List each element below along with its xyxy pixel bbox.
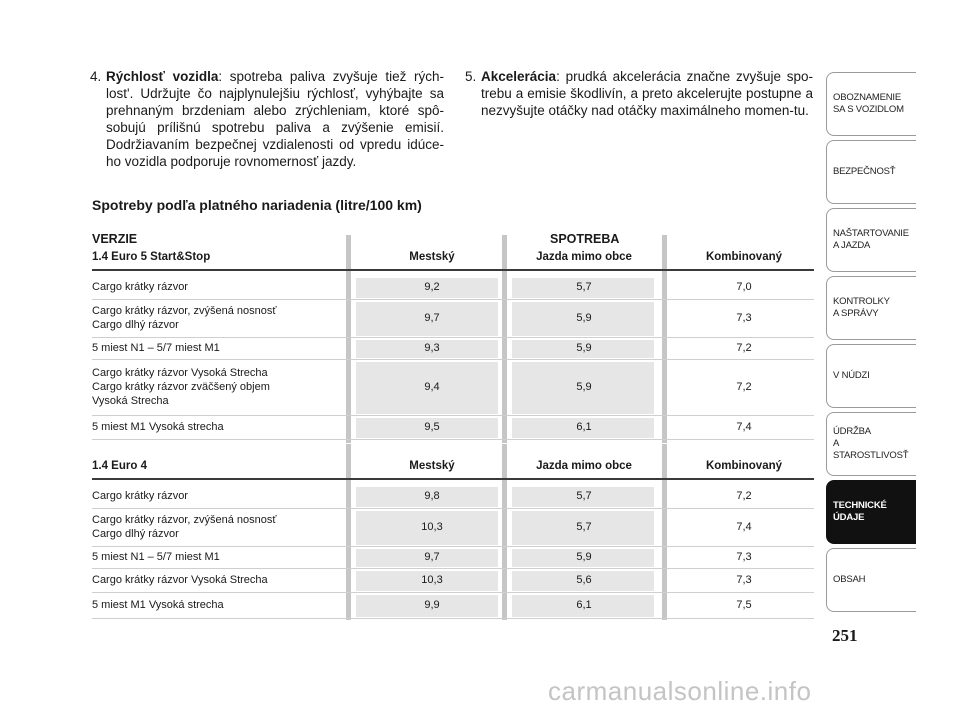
column-header: Mestský xyxy=(409,251,455,263)
consumption-value: 9,4 xyxy=(424,381,440,393)
row-label: 5 miest N1 – 5/7 miest M1 xyxy=(92,342,220,354)
sidebar-tab-label: OBSAH xyxy=(833,574,866,585)
table-row xyxy=(92,339,814,361)
paragraph-speed xyxy=(90,68,444,170)
table-row xyxy=(92,361,814,417)
column-header: Jazda mimo obce xyxy=(536,251,632,263)
consumption-heading: Spotreby podľa platného nariadenia (litre/100 km) xyxy=(92,197,422,213)
sidebar-tab[interactable] xyxy=(826,412,916,476)
consumption-value: 7,2 xyxy=(736,342,752,354)
sidebar-tab[interactable] xyxy=(826,344,916,408)
sidebar-tab-label: ÚDRŽBA A STAROSTLIVOSŤ xyxy=(833,426,909,461)
consumption-value: 7,4 xyxy=(736,421,752,433)
section-header xyxy=(92,251,814,269)
paragraph-number: 4. xyxy=(90,69,102,84)
column-header: Jazda mimo obce xyxy=(536,460,632,472)
row-label: 5 miest N1 – 5/7 miest M1 xyxy=(92,551,220,563)
header-rule xyxy=(92,478,814,480)
sidebar-tab[interactable] xyxy=(826,548,916,612)
column-header: Mestský xyxy=(409,460,455,472)
row-divider xyxy=(92,337,814,338)
row-label: Cargo krátky rázvor Vysoká Strecha Cargo krátky rázvor zväčšený objem Vysoká Strecha xyxy=(92,367,270,407)
sidebar-tab-label: V NÚDZI xyxy=(833,370,870,381)
row-divider xyxy=(92,359,814,360)
consumption-value: 5,7 xyxy=(576,490,592,502)
consumption-value: 5,9 xyxy=(576,312,592,324)
consumption-value: 5,9 xyxy=(576,381,592,393)
sidebar-tab-label: KONTROLKY A SPRÁVY xyxy=(833,296,890,319)
consumption-value: 9,7 xyxy=(424,551,440,563)
row-divider xyxy=(92,592,814,593)
sidebar-tab-label: NAŠTARTOVANIE A JAZDA xyxy=(833,228,909,251)
column-header: Kombinovaný xyxy=(705,251,783,263)
consumption-value: 7,2 xyxy=(736,381,752,393)
watermark: carmanualsonline.info xyxy=(548,676,812,706)
row-label: 5 miest M1 Vysoká strecha xyxy=(92,421,224,433)
sidebar-tab[interactable] xyxy=(826,480,916,544)
row-divider xyxy=(92,439,814,440)
consumption-value: 5,9 xyxy=(576,342,592,354)
sidebar-tab[interactable] xyxy=(826,276,916,340)
consumption-value: 7,5 xyxy=(736,599,752,611)
consumption-value: 10,3 xyxy=(421,574,443,586)
versions-header: VERZIE xyxy=(92,232,138,246)
consumption-value: 5,9 xyxy=(576,551,592,563)
consumption-value: 10,3 xyxy=(421,521,443,533)
sidebar-tab[interactable] xyxy=(826,208,916,272)
consumption-value: 5,7 xyxy=(576,521,592,533)
consumption-value: 9,9 xyxy=(424,599,440,611)
table-row xyxy=(92,594,814,620)
consumption-value: 9,3 xyxy=(424,342,440,354)
row-divider xyxy=(92,568,814,569)
sidebar-tab[interactable] xyxy=(826,72,916,136)
consumption-value: 6,1 xyxy=(576,599,592,611)
row-label: 5 miest M1 Vysoká strecha xyxy=(92,599,224,611)
sidebar-tab-label: TECHNICKÉ ÚDAJE xyxy=(833,500,887,523)
consumption-value: 7,3 xyxy=(736,312,752,324)
row-label: Cargo krátky rázvor Vysoká Strecha xyxy=(92,574,268,586)
consumption-value: 7,3 xyxy=(736,551,752,563)
row-label: Cargo krátky rázvor xyxy=(92,281,188,293)
consumption-value: 5,7 xyxy=(576,281,592,293)
paragraph-text: : prudká akcelerácia značne zvyšuje spo-trebu a emisie škodlivín, a preto akcelerujte postupne a nezvyšujte otáčky nad otáčky maximálneho momen-tu. xyxy=(481,69,813,118)
paragraph-term: Rýchlosť vozidla xyxy=(106,69,219,84)
consumption-value: 7,0 xyxy=(736,281,752,293)
row-label: Cargo krátky rázvor, zvýšená nosnosť Cargo dlhý rázvor xyxy=(92,305,277,331)
paragraph-acceleration xyxy=(465,68,813,119)
paragraph-text: : spotreba paliva zvyšuje tiež rých-lost'. Udržujte čo najplynulejšiu rýchlosť, vyhýbajte sa prehnaným brzdeniam alebo zrýchleniam, ktoré spô-sobujú prílišnú spotrebu paliva a zvýšenie emisií. Dodržiavaním bezpečnej vzdialenosti od vpredu idúce-ho vozidla podporuje rovnomernosť jazdy. xyxy=(106,69,444,169)
section-header xyxy=(92,460,814,478)
row-divider xyxy=(92,618,814,619)
header-rule xyxy=(92,269,814,271)
consumption-value: 6,1 xyxy=(576,421,592,433)
consumption-header: SPOTREBA xyxy=(550,232,620,246)
paragraph-term: Akcelerácia xyxy=(481,69,557,84)
engine-label: 1.4 Euro 4 xyxy=(92,460,147,472)
sidebar-tab-label: BEZPEČNOSŤ xyxy=(833,166,896,177)
consumption-value: 9,2 xyxy=(424,281,440,293)
row-label: Cargo krátky rázvor xyxy=(92,490,188,502)
table-row xyxy=(92,548,814,570)
consumption-value: 7,4 xyxy=(736,521,752,533)
table-row xyxy=(92,510,814,548)
consumption-value: 9,7 xyxy=(424,312,440,324)
row-divider xyxy=(92,546,814,547)
sidebar-tab[interactable] xyxy=(826,140,916,204)
row-divider xyxy=(92,299,814,300)
row-divider xyxy=(92,415,814,416)
consumption-value: 9,8 xyxy=(424,490,440,502)
consumption-value: 7,2 xyxy=(736,490,752,502)
row-divider xyxy=(92,508,814,509)
table-row xyxy=(92,417,814,441)
sidebar-tab-label: OBOZNAMENIE SA S VOZIDLOM xyxy=(833,92,904,115)
engine-label: 1.4 Euro 5 Start&Stop xyxy=(92,251,211,263)
consumption-value: 5,6 xyxy=(576,574,592,586)
row-label: Cargo krátky rázvor, zvýšená nosnosť Cargo dlhý rázvor xyxy=(92,514,277,540)
table-row xyxy=(92,277,814,301)
table-row xyxy=(92,301,814,339)
table-row xyxy=(92,570,814,594)
consumption-value: 9,5 xyxy=(424,421,440,433)
table-row xyxy=(92,486,814,510)
consumption-value: 7,3 xyxy=(736,574,752,586)
page-number: 251 xyxy=(832,626,858,645)
paragraph-number: 5. xyxy=(465,69,477,84)
column-header: Kombinovaný xyxy=(705,460,783,472)
